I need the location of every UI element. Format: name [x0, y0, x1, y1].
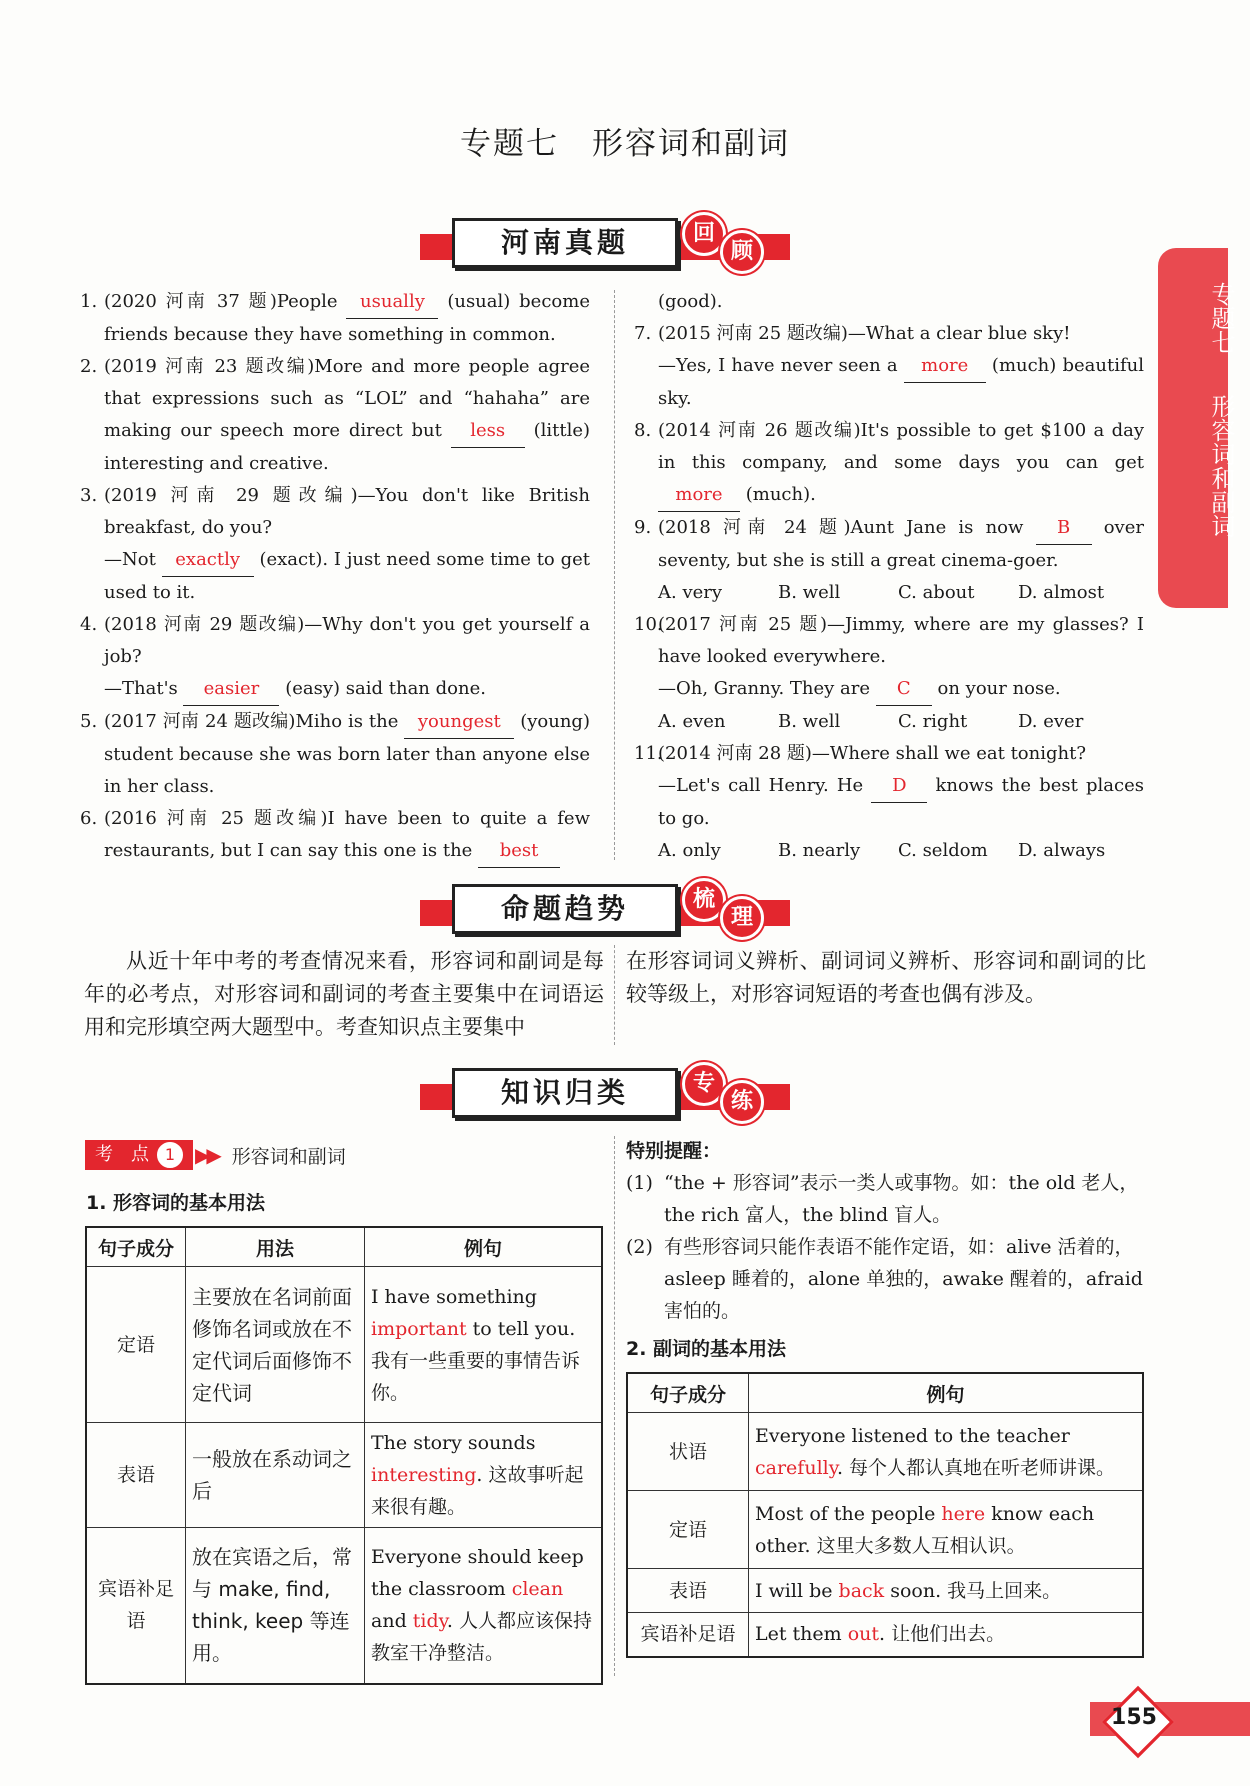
question-11 [634, 738, 1144, 835]
reminder-text: 有些形容词只能作表语不能作定语，如：alive 活着的，asleep 睡着的，alone 单独的，awake 醒着的，afraid害怕的。 [664, 1236, 1143, 1322]
question-number: 11. [634, 743, 663, 764]
question-text: (2017 河南 25 题)—Jimmy, where are my glasses? I have looked everywhere. [658, 614, 1144, 667]
question-9-options [634, 577, 1144, 609]
column-header: 用法 [186, 1227, 365, 1267]
example-text: Everyone should keep the classroom [371, 1546, 584, 1601]
question-number: 3. [80, 485, 98, 506]
example-cell [749, 1413, 1144, 1491]
answer-blank: C [876, 673, 932, 706]
question-text: —Not [104, 549, 156, 570]
answer-blank: exactly [162, 544, 254, 577]
table-row [86, 1423, 602, 1528]
banner-trend [420, 878, 790, 938]
reminder-heading: 特别提醒： [626, 1140, 722, 1162]
question-10-options [634, 706, 1144, 738]
lower-column-divider [614, 1136, 615, 1676]
question-number: 8. [634, 420, 652, 441]
example-text: . 人人都应该保持教室干净整洁。 [371, 1610, 592, 1665]
question-number: 10. [634, 614, 663, 635]
column-header: 句子成分 [86, 1227, 186, 1267]
sentence-part: 宾语补足语 [86, 1528, 186, 1684]
banner-knowledge [420, 1062, 790, 1122]
question-6 [80, 803, 590, 868]
answer-blank: more [904, 350, 986, 383]
table-row [86, 1267, 602, 1423]
chapter-side-tab [1158, 248, 1235, 608]
banner-circle-1: 梳 [682, 878, 726, 922]
banner-label: 命题趋势 [452, 884, 678, 934]
table-header-row [627, 1373, 1143, 1413]
option-c: C. about [898, 582, 975, 603]
question-text: (much) beautiful sky. [658, 355, 1144, 409]
banner-circle-2: 理 [720, 896, 764, 940]
question-text: —Let's call Henry. He [658, 775, 864, 796]
sentence-part: 表语 [86, 1423, 186, 1528]
question-number: 4. [80, 614, 98, 635]
reminder-text: “the + 形容词”表示一类人或事物。如：the old 老人，the rich 富人，the blind 盲人。 [664, 1172, 1139, 1226]
questions-left-column [80, 286, 590, 868]
option-a: A. very [658, 582, 723, 603]
banner-circle-1: 专 [682, 1062, 726, 1106]
example-highlight: out [847, 1623, 880, 1646]
example-cell [749, 1569, 1144, 1613]
question-text: (2016 河南 25 题改编)I have been to quite a few restaurants, but I can say this one is the [104, 808, 590, 861]
option-b: B. well [778, 582, 841, 603]
question-text: (2020 河南 37 题)People [104, 291, 338, 312]
trend-text-left: 从近十年中考的考查情况来看，形容词和副词是每年的必考点，对形容词和副词的考查主要集中在词语运用和完形填空两大题型中。考查知识点主要集中 [84, 949, 604, 1039]
trend-text-right: 在形容词词义辨析、副词词义辨析、形容词和副词的比较等级上，对形容词短语的考查也偶有涉及。 [626, 949, 1146, 1006]
question-11-options [634, 835, 1144, 867]
banner-label: 河南真题 [452, 218, 678, 268]
question-number: 2. [80, 356, 98, 377]
question-5 [80, 706, 590, 803]
example-text: and [371, 1610, 413, 1633]
table-row [627, 1413, 1143, 1491]
answer-blank: usually [346, 286, 438, 319]
question-text: (2018 河南 29 题改编)—Why don't you get yourself a job? [104, 614, 590, 667]
question-text: (2014 河南 26 题改编)It's possible to get $100 a day in this company, and some days you can get [658, 420, 1144, 473]
question-text: knows the best places to go. [658, 775, 1144, 829]
example-text: . 让他们出去。 [879, 1623, 1006, 1646]
option-d: D. ever [1018, 711, 1084, 732]
adverb-usage-heading: 2. 副词的基本用法 [626, 1338, 787, 1360]
question-text: (little) interesting and creative. [104, 420, 590, 474]
reminder-item [626, 1231, 1146, 1327]
example-text: . 每个人都认真地在听老师讲课。 [836, 1456, 1116, 1479]
answer-blank: more [658, 479, 740, 512]
question-text: on your nose. [937, 678, 1061, 699]
question-number: 9. [634, 517, 652, 538]
example-cell [365, 1528, 603, 1684]
question-text: (young) student because she was born later than anyone else in her class. [104, 711, 590, 797]
kp-label: 考 点 [85, 1140, 193, 1170]
option-c: C. right [898, 711, 968, 732]
usage-cell: 放在宾语之后，常与 make, find, think, keep 等连用。 [186, 1528, 365, 1684]
example-text: I have something [371, 1285, 537, 1308]
option-c: C. seldom [898, 840, 988, 861]
question-6-continued [634, 286, 1144, 318]
sentence-part: 定语 [627, 1491, 749, 1569]
question-2 [80, 351, 590, 480]
question-text: (2018 河南 24 题)Aunt Jane is now [658, 517, 1024, 538]
reminder-item [626, 1167, 1146, 1231]
option-b: B. nearly [778, 840, 861, 861]
example-cell [749, 1613, 1144, 1657]
question-3 [80, 480, 590, 609]
answer-blank: B [1036, 512, 1092, 545]
question-text: (much). [745, 484, 816, 505]
question-text: (2017 河南 24 题改编)Miho is the [104, 711, 399, 732]
question-text: (exact). I just need some time to get used to it. [104, 549, 590, 603]
example-text: soon. 我马上回来。 [884, 1579, 1062, 1602]
question-number: 1. [80, 291, 98, 312]
example-cell [365, 1267, 603, 1423]
option-a: A. only [658, 840, 721, 861]
sentence-part: 定语 [86, 1267, 186, 1423]
question-7 [634, 318, 1144, 415]
question-10 [634, 609, 1144, 706]
question-text: over seventy, but she is still a great cinema-goer. [658, 517, 1144, 571]
banner-circle-1: 回 [682, 212, 726, 256]
question-text: (2015 河南 25 题改编)—What a clear blue sky! [658, 323, 1071, 344]
question-text: (usual) become friends because they have something in common. [104, 291, 590, 345]
sentence-part: 状语 [627, 1413, 749, 1491]
page-number: 155 [1111, 1705, 1157, 1730]
reminder-number: (1) [626, 1172, 653, 1194]
example-text: know each other. 这里大多数人互相认识。 [755, 1502, 1095, 1557]
knowledge-point-tag [85, 1140, 346, 1170]
question-text: (good). [658, 291, 723, 312]
example-cell [365, 1423, 603, 1528]
column-header: 句子成分 [627, 1373, 749, 1413]
column-header: 例句 [749, 1373, 1144, 1413]
question-9 [634, 512, 1144, 577]
sentence-part: 表语 [627, 1569, 749, 1613]
answer-blank: youngest [404, 706, 514, 739]
example-highlight: tidy [412, 1610, 447, 1633]
question-4 [80, 609, 590, 706]
example-highlight: clean [511, 1578, 564, 1601]
usage-cell: 主要放在名词前面修饰名词或放在不定代词后面修饰不定代词 [186, 1267, 365, 1423]
example-highlight: here [941, 1502, 986, 1525]
question-text: —That's [104, 678, 178, 699]
question-number: 5. [80, 711, 98, 732]
banner-henan-review [420, 212, 790, 272]
question-1 [80, 286, 590, 351]
table-row [627, 1569, 1143, 1613]
sentence-part: 宾语补足语 [627, 1613, 749, 1657]
table-header-row [86, 1227, 602, 1267]
questions-right-column [634, 286, 1144, 867]
table-row [86, 1528, 602, 1684]
question-number: 7. [634, 323, 652, 344]
trend-divider [614, 945, 615, 1045]
question-text: (2019 河南 29 题改编)—You don't like British breakfast, do you? [104, 485, 590, 538]
question-8 [634, 415, 1144, 512]
option-a: A. even [658, 711, 726, 732]
example-highlight: important [371, 1317, 467, 1340]
special-reminder [626, 1135, 1146, 1327]
adverb-usage-table [626, 1372, 1144, 1658]
example-text: Most of the people [755, 1502, 942, 1525]
option-b: B. well [778, 711, 841, 732]
answer-blank: D [871, 770, 927, 803]
kp-number: 1 [155, 1140, 185, 1170]
question-text: —Yes, I have never seen a [658, 355, 898, 376]
banner-label: 知识归类 [452, 1068, 678, 1118]
question-text: (2019 河南 23 题改编)More and more people agree that expressions such as “LOL” and “hahaha” are making our speech more direct but [104, 356, 590, 441]
adjective-usage-table [85, 1226, 603, 1685]
question-text: (easy) said than done. [285, 678, 486, 699]
example-text: I will be [755, 1579, 839, 1602]
page-title: 专题七 形容词和副词 [460, 126, 790, 162]
answer-blank: easier [183, 673, 279, 706]
table-row [627, 1613, 1143, 1657]
side-tab-topic: 形容词和副词 [1207, 394, 1235, 538]
example-cell [749, 1491, 1144, 1569]
question-number: 6. [80, 808, 98, 829]
side-tab-chapter: 专题七 [1207, 282, 1235, 354]
question-text: (2014 河南 28 题)—Where shall we eat tonight? [658, 743, 1086, 764]
example-text: The story sounds [371, 1432, 536, 1454]
table-row [627, 1491, 1143, 1569]
kp-title: 形容词和副词 [231, 1145, 346, 1168]
banner-circle-2: 练 [720, 1080, 764, 1124]
example-text: . 这故事听起来很有趣。 [371, 1464, 584, 1518]
answer-blank: less [451, 415, 525, 448]
question-text: —Oh, Granny. They are [658, 678, 871, 699]
option-d: D. almost [1018, 582, 1105, 603]
column-divider [614, 290, 615, 860]
example-text: to tell you. 我有一些重要的事情告诉你。 [371, 1317, 581, 1404]
example-highlight: back [838, 1579, 885, 1602]
banner-circle-2: 顾 [720, 230, 764, 274]
usage-cell: 一般放在系动词之后 [186, 1423, 365, 1528]
option-d: D. always [1018, 840, 1106, 861]
example-highlight: carefully [755, 1456, 837, 1479]
example-text: Let them [755, 1623, 848, 1646]
double-arrow-icon: ▶▶ [195, 1143, 218, 1167]
column-header: 例句 [365, 1227, 603, 1267]
answer-blank: best [478, 835, 560, 868]
example-highlight: interesting [371, 1464, 477, 1486]
example-text: Everyone listened to the teacher [755, 1424, 1070, 1447]
reminder-number: (2) [626, 1236, 653, 1258]
adjective-usage-heading: 1. 形容词的基本用法 [86, 1192, 266, 1214]
page-number-badge [1090, 1688, 1250, 1748]
